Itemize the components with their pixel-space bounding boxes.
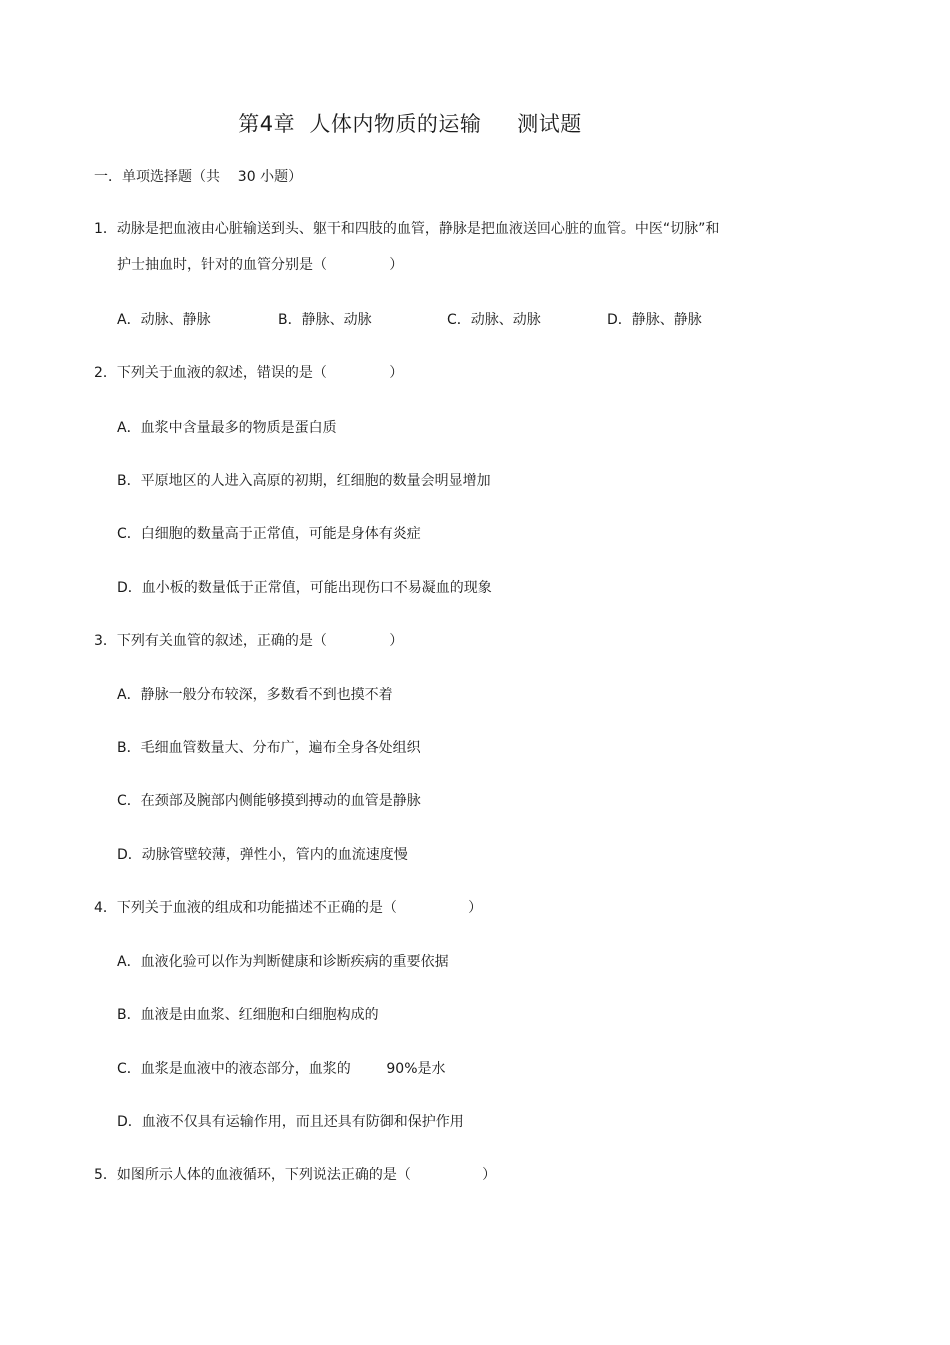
question-2-text: 2．下列关于血液的叙述，错误的是（ ） — [94, 365, 404, 381]
question-1-text: 1．动脉是把血液由心脏输送到头、躯干和四肢的血管，静脉是把血液送回心脏的血管。中医“切脉”和 — [94, 221, 720, 237]
question-2-option-a: A．血浆中含量最多的物质是蛋白质 — [117, 420, 337, 436]
question-2-option-c: C．白细胞的数量高于正常值，可能是身体有炎症 — [117, 526, 421, 542]
question-2-option-d: D．血小板的数量低于正常值，可能出现伤口不易凝血的现象 — [117, 580, 492, 596]
question-3-option-b: B．毛细血管数量大、分布广，遍布全身各处组织 — [117, 740, 421, 756]
question-2-option-b: B．平原地区的人进入高原的初期，红细胞的数量会明显增加 — [117, 473, 491, 489]
question-3-option-d: D．动脉管壁较薄，弹性小，管内的血流速度慢 — [117, 847, 408, 863]
question-4-option-a: A．血液化验可以作为判断健康和诊断疾病的重要依据 — [117, 954, 449, 970]
question-1-text-continued: 护士抽血时，针对的血管分别是（ ） — [117, 257, 404, 273]
question-1-option-a: A．动脉、静脉 — [117, 312, 211, 328]
question-4-option-c: C．血浆是血液中的液态部分，血浆的 90%是水 — [117, 1061, 446, 1077]
question-1-option-b: B．静脉、动脉 — [278, 312, 372, 328]
question-5-text: 5．如图所示人体的血液循环，下列说法正确的是（ ） — [94, 1167, 497, 1183]
question-4-option-d: D．血液不仅具有运输作用，而且还具有防御和保护作用 — [117, 1114, 464, 1130]
question-4-option-b: B．血液是由血浆、红细胞和白细胞构成的 — [117, 1007, 379, 1023]
question-3-option-a: A．静脉一般分布较深，多数看不到也摸不着 — [117, 687, 393, 703]
question-4-text: 4．下列关于血液的组成和功能描述不正确的是（ ） — [94, 900, 483, 916]
question-3-option-c: C．在颈部及腕部内侧能够摸到搏动的血管是静脉 — [117, 793, 421, 809]
page-title: 第4章 人体内物质的运输 测试题 — [238, 112, 582, 136]
question-3-text: 3．下列有关血管的叙述，正确的是（ ） — [94, 633, 404, 649]
question-1-option-d: D．静脉、静脉 — [607, 312, 702, 328]
question-1-option-c: C．动脉、动脉 — [447, 312, 541, 328]
section-heading: 一．单项选择题（共 30 小题） — [94, 169, 303, 185]
